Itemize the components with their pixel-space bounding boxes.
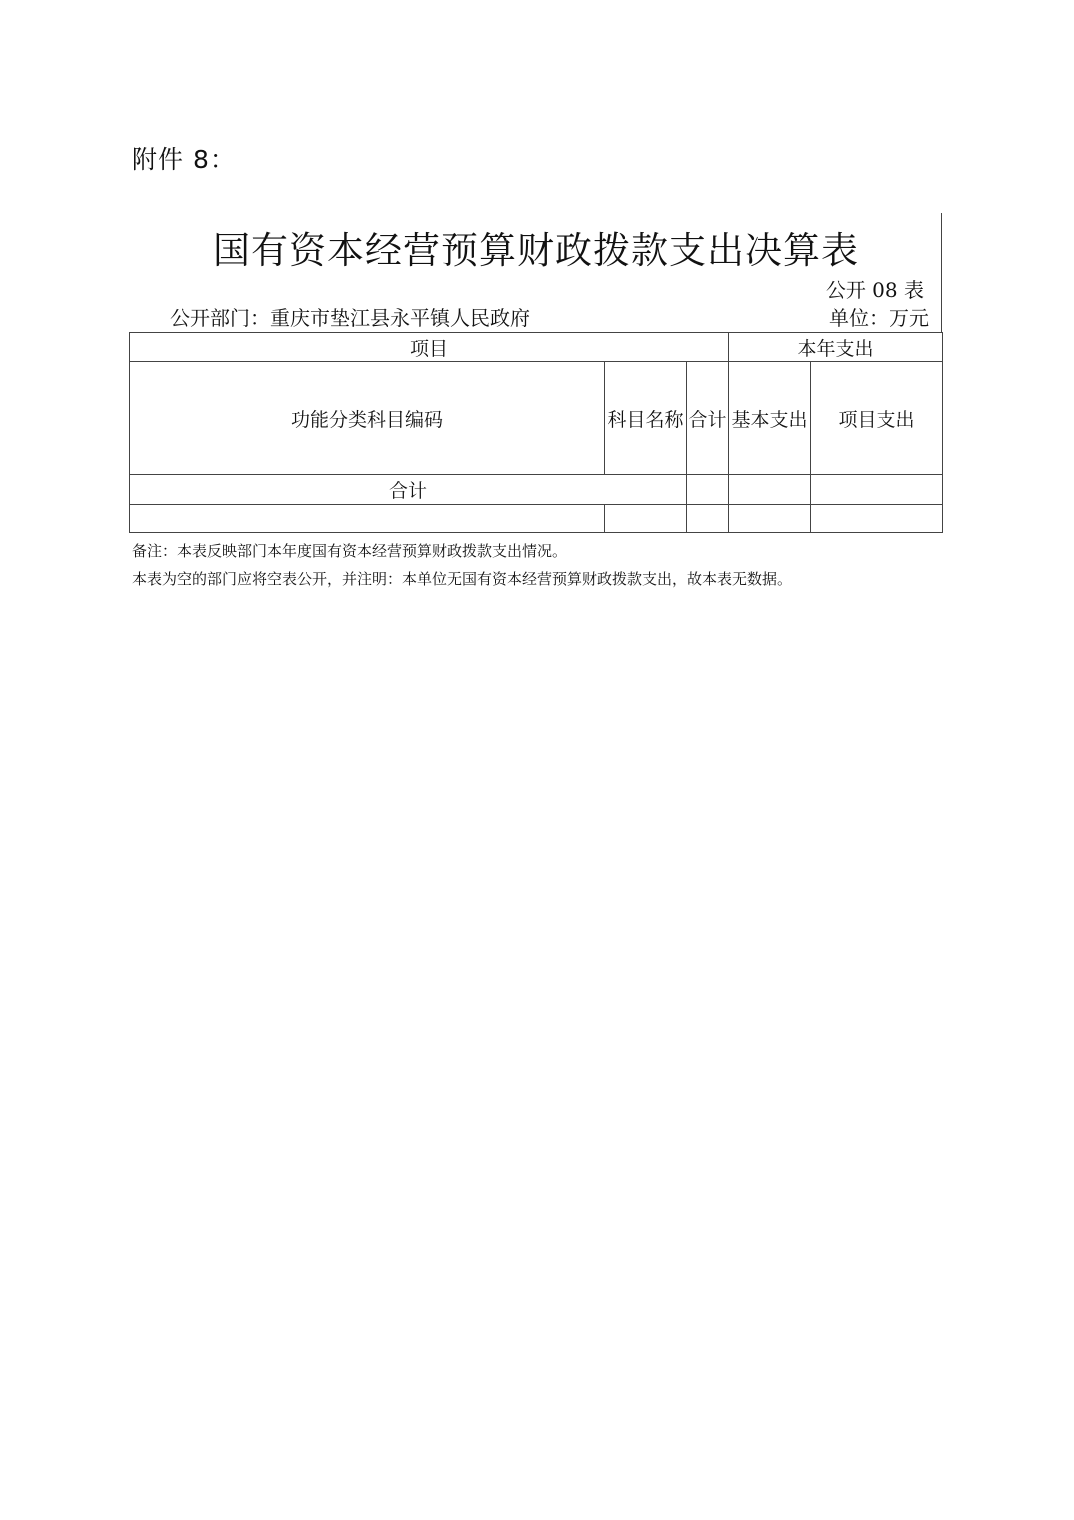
- table-subheader-row: [130, 362, 943, 475]
- col-subject-name: 科目名称: [605, 362, 687, 475]
- total-row-label: 合计: [130, 475, 687, 505]
- note-line-2: 本表为空的部门应将空表公开，并注明：本单位无国有资本经营预算财政拨款支出，故本表无数据。: [132, 570, 793, 588]
- header-current-year: 本年支出: [729, 333, 943, 362]
- notes: [132, 537, 792, 593]
- page-title: 国有资本经营预算财政拨款支出决算表: [213, 229, 859, 272]
- empty-cell: [729, 505, 811, 533]
- department-label: 公开部门：重庆市垫江县永平镇人民政府: [170, 306, 530, 330]
- note-line-1: 备注：本表反映部门本年度国有资本经营预算财政拨款支出情况。: [132, 542, 568, 560]
- empty-cell: [605, 505, 687, 533]
- expenditure-table: [129, 332, 943, 533]
- col-basic-expenditure: 基本支出: [729, 362, 811, 475]
- empty-cell: [130, 505, 605, 533]
- total-project-cell: [811, 475, 943, 505]
- total-cell: [687, 475, 729, 505]
- table-total-row: [130, 475, 943, 505]
- attachment-label: 附件 8：: [132, 145, 236, 174]
- col-project-expenditure: 项目支出: [811, 362, 943, 475]
- empty-cell: [811, 505, 943, 533]
- header-item: 项目: [130, 333, 729, 362]
- col-total: 合计: [687, 362, 729, 475]
- table-header-row: [130, 333, 943, 362]
- unit-label: 单位：万元: [829, 306, 929, 330]
- col-function-code: 功能分类科目编码: [130, 362, 605, 475]
- total-basic-cell: [729, 475, 811, 505]
- empty-cell: [687, 505, 729, 533]
- form-number: 公开 08 表: [825, 278, 924, 302]
- table-row: [130, 505, 943, 533]
